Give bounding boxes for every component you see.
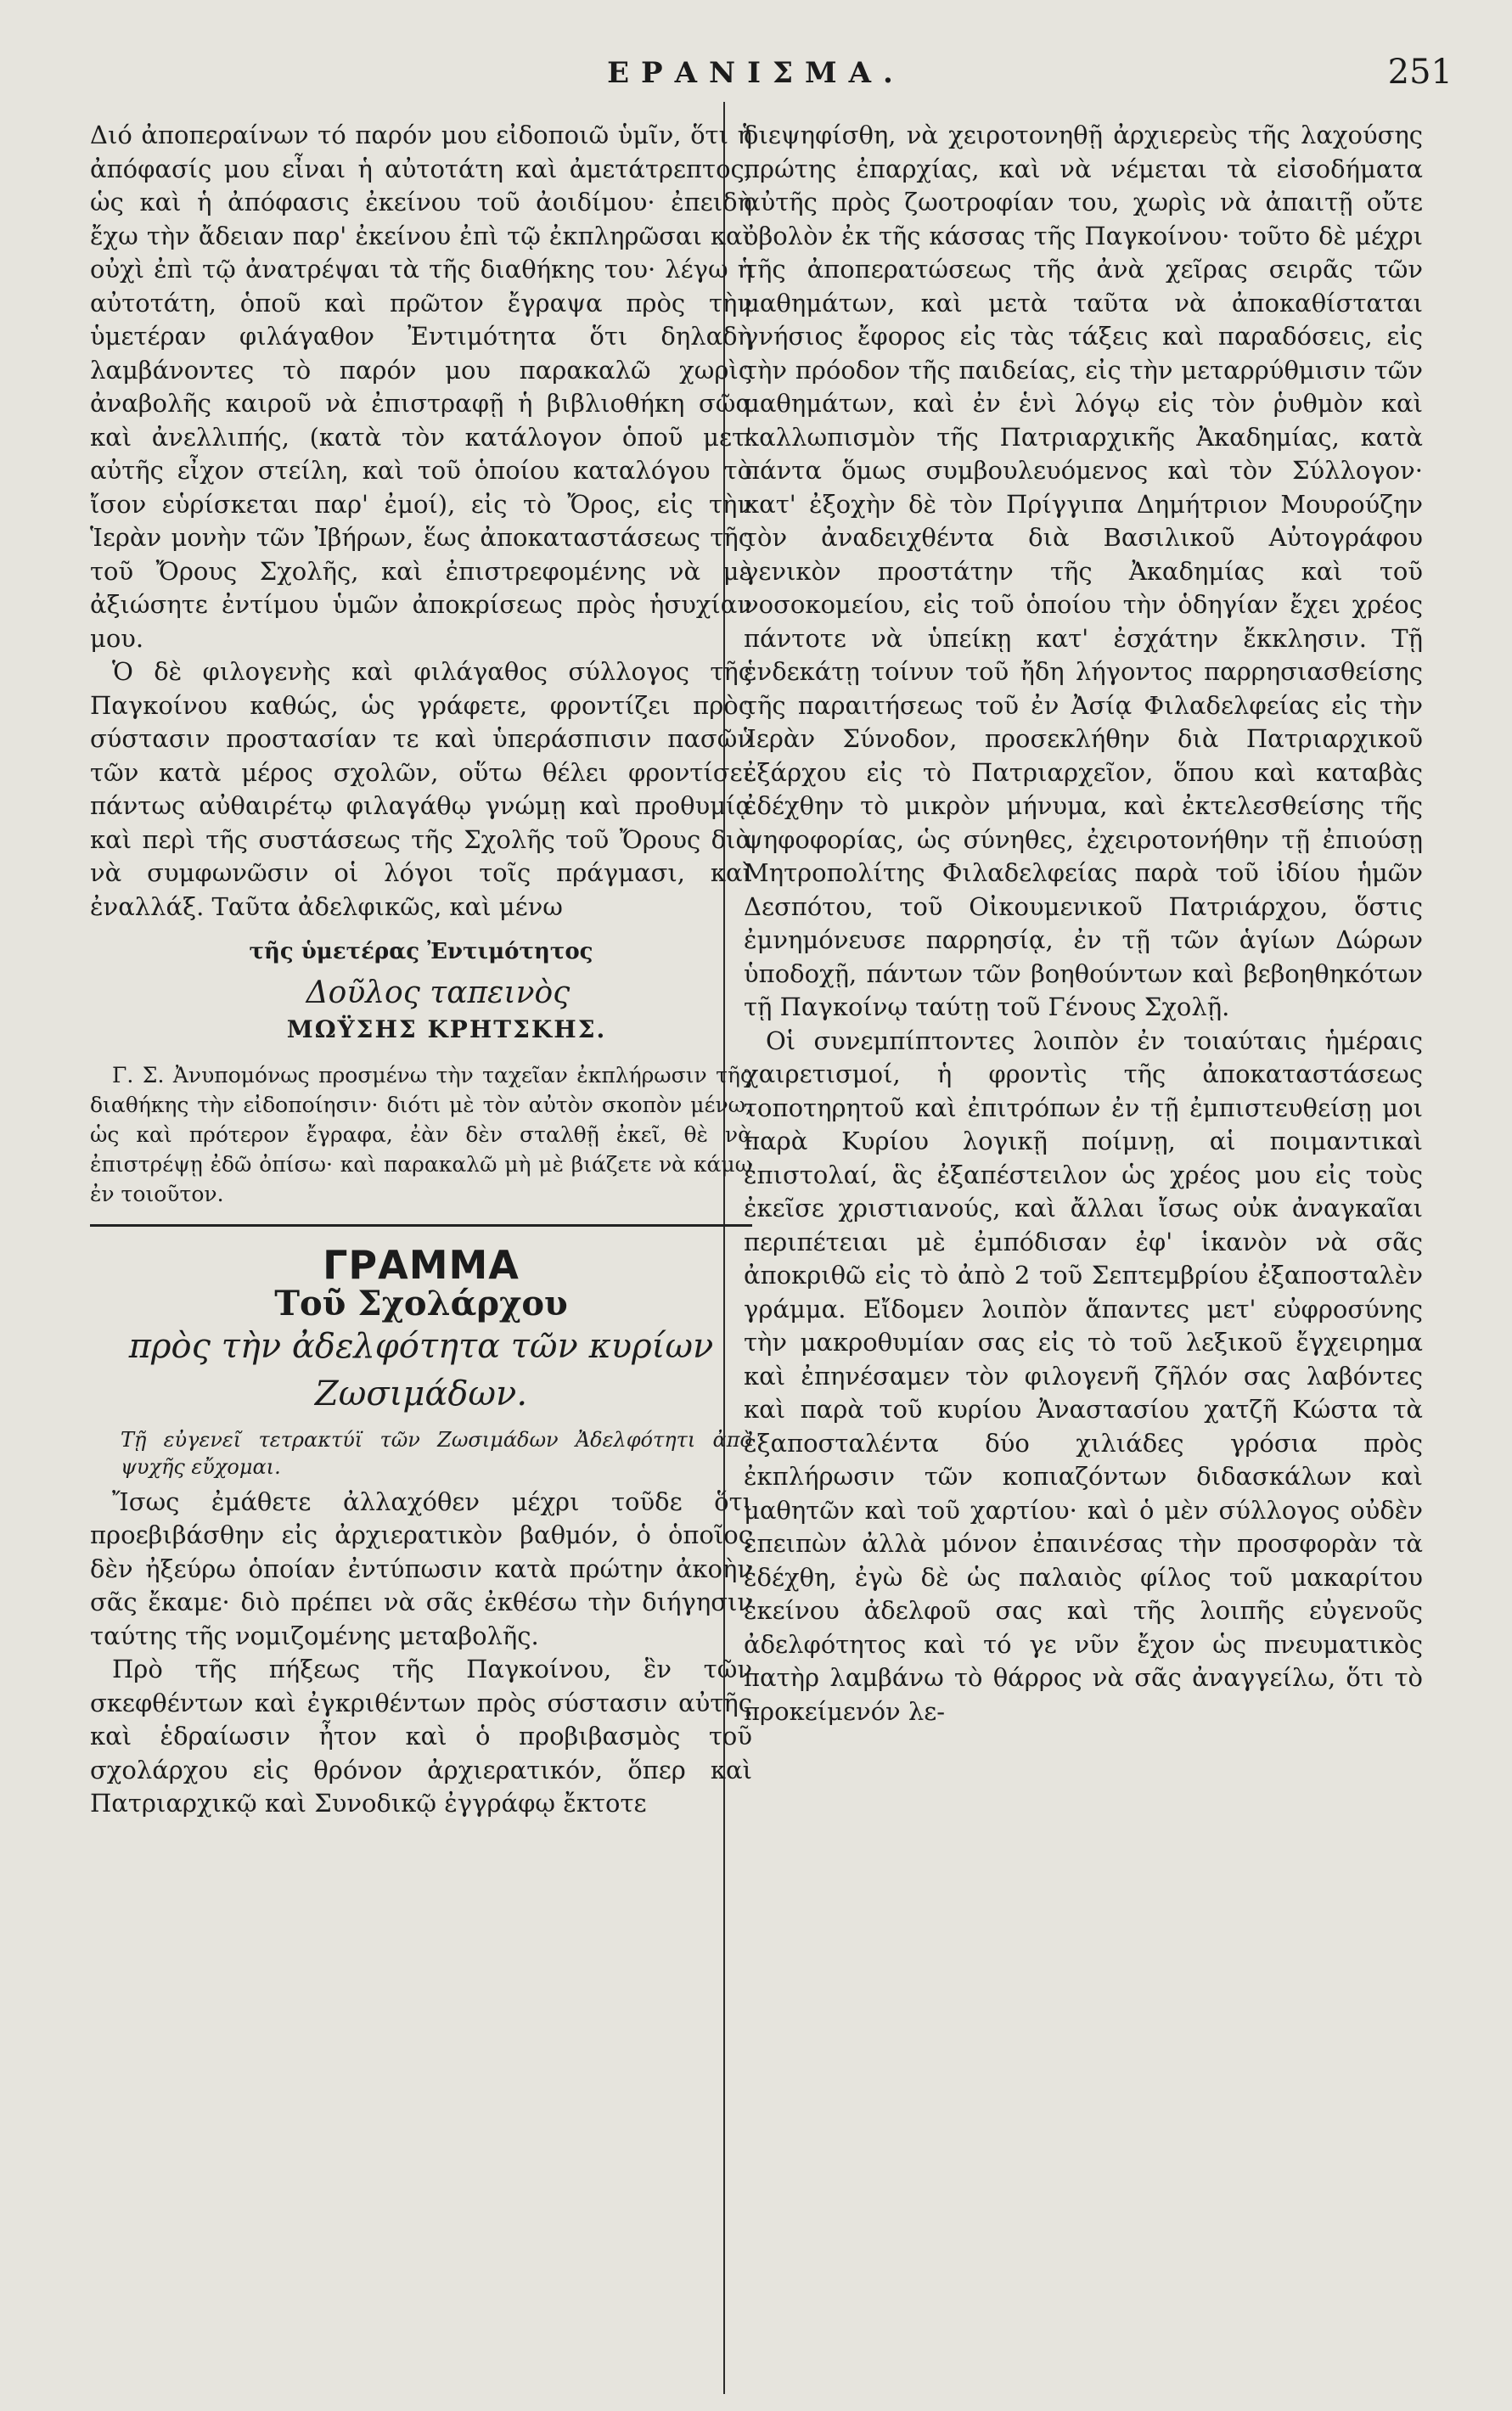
dedication: Τῇ εὐγενεῖ τετρακτύϊ τῶν Ζωσιμάδων Ἀδελφότητι ἀπὸ ψυχῆς εὔχομαι.: [121, 1427, 752, 1479]
paragraph: Οἱ συνεμπίπτοντες λοιπὸν ἐν τοιαύταις ἡμέραις χαιρετισμοί, ἡ φροντὶς τῆς ἀποκαταστάσεως τοποτηρητοῦ καὶ ἐπιτρόπων ἐν τῇ ἐμπιστευθείσῃ μοι παρὰ Κυρίου λογικῇ ποίμνῃ, αἱ ποιμαντικαὶ ἐπιστολαί, ἃς ἐξαπέστειλον ὡς χρέος μου εἰς τοὺς ἐκεῖσε χριστιανούς, καὶ ἄλλαι ἴσως οὐκ ἀναγκαῖαι περιπέτειαι μὲ ἐμπόδισαν ἐφ' ἱκανὸν νὰ σᾶς ἀποκριθῶ εἰς τὸ ἀπὸ 2 τοῦ Σεπτεμβρίου ἐξαποσταλὲν γράμμα. Εἴδομεν λοιπὸν ἅπαντες μετ' εὐφροσύνης τὴν μακροθυμίαν σας εἰς τὸ τοῦ λεξικοῦ ἔγχειρημα καὶ ἐπηνέσαμεν τὸν φιλογενῆ ζῆλόν σας λαβόντες καὶ παρὰ τοῦ κυρίου Ἀναστασίου χατζῆ Κώστα τὰ ἐξαποσταλέντα δύο χιλιάδες γρόσια πρὸς ἐκπλήρωσιν τῶν κοπιαζόντων διδασκάλων καὶ μαθητῶν καὶ τοῦ χαρτίου· καὶ ὁ μὲν σύλλογος οὐδὲν ἐπειπὼν ἀλλὰ μόνον ἐπαινέσας τὴν προσφορὰν τὰ ἐδέχθη, ἐγὼ δὲ ὡς παλαιὸς φίλος τοῦ μακαρίτου ἐκείνου ἀδελφοῦ σας καὶ τῆς λοιπῆς εὐγενοῦς ἀδελφότητος καὶ τό γε νῦν ἔχον ὡς πνευματικὸς πατὴρ λαμβάνω τὸ θάρρος νὰ σᾶς ἀναγγείλω, ὅτι τὸ προκείμενόν λε-: [744, 1026, 1423, 1726]
left-column: [90, 119, 752, 2386]
signature-name: ΜΩΫΣΗΣ ΚΡΗΤΣΚΗΣ.: [286, 1015, 607, 1043]
paragraph: διεψηφίσθη, νὰ χειροτονηθῇ ἀρχιερεὺς τῆς λαχούσης πρώτης ἐπαρχίας, καὶ νὰ νέμεται τὰ εἰσοδήματα αὐτῆς πρὸς ζωοτροφίαν του, χωρὶς νὰ ἀπαιτῇ οὔτε ὀβολὸν ἐκ τῆς κάσσας τῆς Παγκοίνου· τοῦτο δὲ μέχρι τῆς ἀποπερατώσεως τῆς ἀνὰ χεῖρας σειρᾶς τῶν μαθημάτων, καὶ μετὰ ταῦτα νὰ ἀποκαθίσταται γνήσιος ἔφορος εἰς τὰς τάξεις καὶ παραδόσεις, εἰς τὴν πρόοδον τῆς παιδείας, εἰς τὴν μεταρρύθμισιν τῶν μαθημάτων, καὶ ἐν ἑνὶ λόγῳ εἰς τὸν ῥυθμὸν καὶ καλλωπισμὸν τῆς Πατριαρχικῆς Ἀκαδημίας, κατὰ πάντα ὅμως συμβουλευόμενος καὶ τὸν Σύλλογον· κατ' ἐξοχὴν δὲ τὸν Πρίγγιπα Δημήτριον Μουρούζην τὸν ἀναδειχθέντα διὰ Βασιλικοῦ Αὐτογράφου γενικὸν προστάτην τῆς Ἀκαδημίας καὶ τοῦ νοσοκομείου, εἰς τοῦ ὁποίου τὴν ὁδηγίαν ἔχει χρέος πάντοτε νὰ ὑπείκῃ κατ' ἐσχάτην ἔκκλησιν. Τῇ ἑνδεκάτῃ τοίνυν τοῦ ἤδη λήγοντος παρρησιασθείσης τῆς παραιτήσεως τοῦ ἐν Ἀσίᾳ Φιλαδελφείας εἰς τὴν Ἱερὰν Σύνοδον, προσεκλήθην διὰ Πατριαρχικοῦ ἐξάρχου εἰς τὸ Πατριαρχεῖον, ὅπου καὶ καταβὰς ἐδέχθην τὸ μικρὸν μήνυμα, καὶ ἐκτελεσθείσης τῆς ψηφοφορίας, ὡς σύνηθες, ἐχειροτονήθην τῇ ἐπιούσῃ Μητροπολίτης Φιλαδελφείας παρὰ τοῦ ἰδίου ἡμῶν Δεσπότου, τοῦ Οἰκουμενικοῦ Πατριάρχου, ὅστις ἐμνημόνευσε παρρησίᾳ, ἐν τῇ τῶν ἁγίων Δώρων ὑποδοχῇ, πάντων τῶν βοηθούντων καὶ βεβοηθηκότων τῇ Παγκοίνῳ ταύτῃ τοῦ Γένους Σχολῇ.: [744, 121, 1423, 1021]
paragraph: Ἴσως ἐμάθετε ἀλλαχόθεν μέχρι τοῦδε ὅτι προεβιβάσθην εἰς ἀρχιερατικὸν βαθμόν, ὁ ὁποῖος δὲν ἠξεύρω ὁποίαν ἐντύπωσιν κατὰ πρώτην ἀκοὴν σᾶς ἔκαμε· διὸ πρέπει νὰ σᾶς ἐκθέσω τὴν διήγησιν ταύτης τῆς νομιζομένης μεταβολῆς.: [90, 1487, 752, 1650]
section-heading-line: Ζωσιμάδων.: [314, 1374, 528, 1413]
running-title: ΕΡΑΝΙΣΜΑ.: [607, 56, 905, 90]
paragraph: Πρὸ τῆς πήξεως τῆς Παγκοίνου, ἓν τῶν σκεφθέντων καὶ ἐγκριθέντων πρὸς σύστασιν αὐτῆς καὶ ἑδραίωσιν ἦτον καὶ ὁ προβιβασμὸς τοῦ σχολάρχου εἰς θρόνον ἀρχιερατικόν, ὅπερ καὶ Πατριαρχικῷ καὶ Συνοδικῷ ἐγγράφῳ ἔκτοτε: [90, 1655, 752, 1818]
section-rule: [90, 1224, 752, 1227]
signature-title: Δοῦλος ταπεινὸς: [306, 975, 571, 1010]
paragraph: Ὁ δὲ φιλογενὴς καὶ φιλάγαθος σύλλογος τῆς Παγκοίνου καθώς, ὡς γράφετε, φροντίζει πρὸς σύστασιν προστασίαν τε καὶ ὑπεράσπισιν πασῶν τῶν κατὰ μέρος σχολῶν, οὕτω θέλει φροντίσει πάντως αὐθαιρέτῳ φιλαγάθῳ γνώμῃ καὶ προθυμίᾳ καὶ περὶ τῆς συστάσεως τῆς Σχολῆς τοῦ Ὄρους διὰ νὰ συμφωνῶσιν οἱ λόγοι τοῖς πράγμασι, καὶ ἐναλλάξ. Ταῦτα ἀδελφικῶς, καὶ μένω: [90, 657, 752, 921]
page-header: [0, 53, 1512, 104]
right-column: [744, 119, 1423, 2386]
postscript: Γ. Σ. Ἀνυπομόνως προσμένω τὴν ταχεῖαν ἐκπλήρωσιν τῆς διαθήκης τὴν εἰδοποίησιν· διότι μὲ τὸν αὐτὸν σκοπὸν μένω, ὡς καὶ πρότερον ἔγραφα, ἐὰν δὲν σταλθῇ ἐκεῖ, θὲ νὰ ἐπιστρέψῃ ἐδῶ ὀπίσω· καὶ παρακαλῶ μὴ μὲ βιάζετε νὰ κάμω ἐν τοιοῦτον.: [90, 1062, 752, 1206]
paragraph: Διό ἀποπεραίνων τό παρόν μου εἰδοποιῶ ὑμῖν, ὅτι ἡ ἀπόφασίς μου εἶναι ἡ αὐτοτάτη καὶ ἀμετάτρεπτος, ὡς καὶ ἡ ἀπόφασις ἐκείνου τοῦ ἀοιδίμου· ἐπειδὴ ἔχω τὴν ἄδειαν παρ' ἐκείνου ἐπὶ τῷ ἐκπληρῶσαι καὶ οὐχὶ ἐπὶ τῷ ἀνατρέψαι τὰ τῆς διαθήκης του· λέγω ἡ αὐτοτάτη, ὁποῦ καὶ πρῶτον ἔγραψα πρὸς τὴν ὑμετέραν φιλάγαθον Ἐντιμότητα ὅτι δηλαδὴ λαμβάνοντες τὸ παρόν μου παρακαλῶ χωρὶς ἀναβολῆς καιροῦ νὰ ἐπιστραφῇ ἡ βιβλιοθήκη σῶα καὶ ἀνελλιπής, (κατὰ τὸν κατάλογον ὁποῦ μετ' αὐτῆς εἶχον στείλη, καὶ τοῦ ὁποίου καταλόγου τὸ ἴσον εὑρίσκεται παρ' ἐμοί), εἰς τὸ Ὄρος, εἰς τὴν Ἱερὰν μονὴν τῶν Ἰβήρων, ἕως ἀποκαταστάσεως τῆς τοῦ Ὄρους Σχολῆς, καὶ ἐπιστρεφομένης νὰ μὲ ἀξιώσητε ἐντίμου ὑμῶν ἀποκρίσεως πρὸς ἡσυχίαν μου.: [90, 121, 752, 653]
page-number: 251: [1387, 53, 1453, 92]
section-heading-line: πρὸς τὴν ἀδελφότητα τῶν κυρίων: [128, 1326, 714, 1366]
section-subheading: Τοῦ Σχολάρχου: [274, 1284, 568, 1324]
section-heading: ΓΡΑΜΜΑ: [323, 1241, 520, 1288]
closing-formula: τῆς ὑμετέρας Ἐντιμότητος: [249, 939, 593, 964]
